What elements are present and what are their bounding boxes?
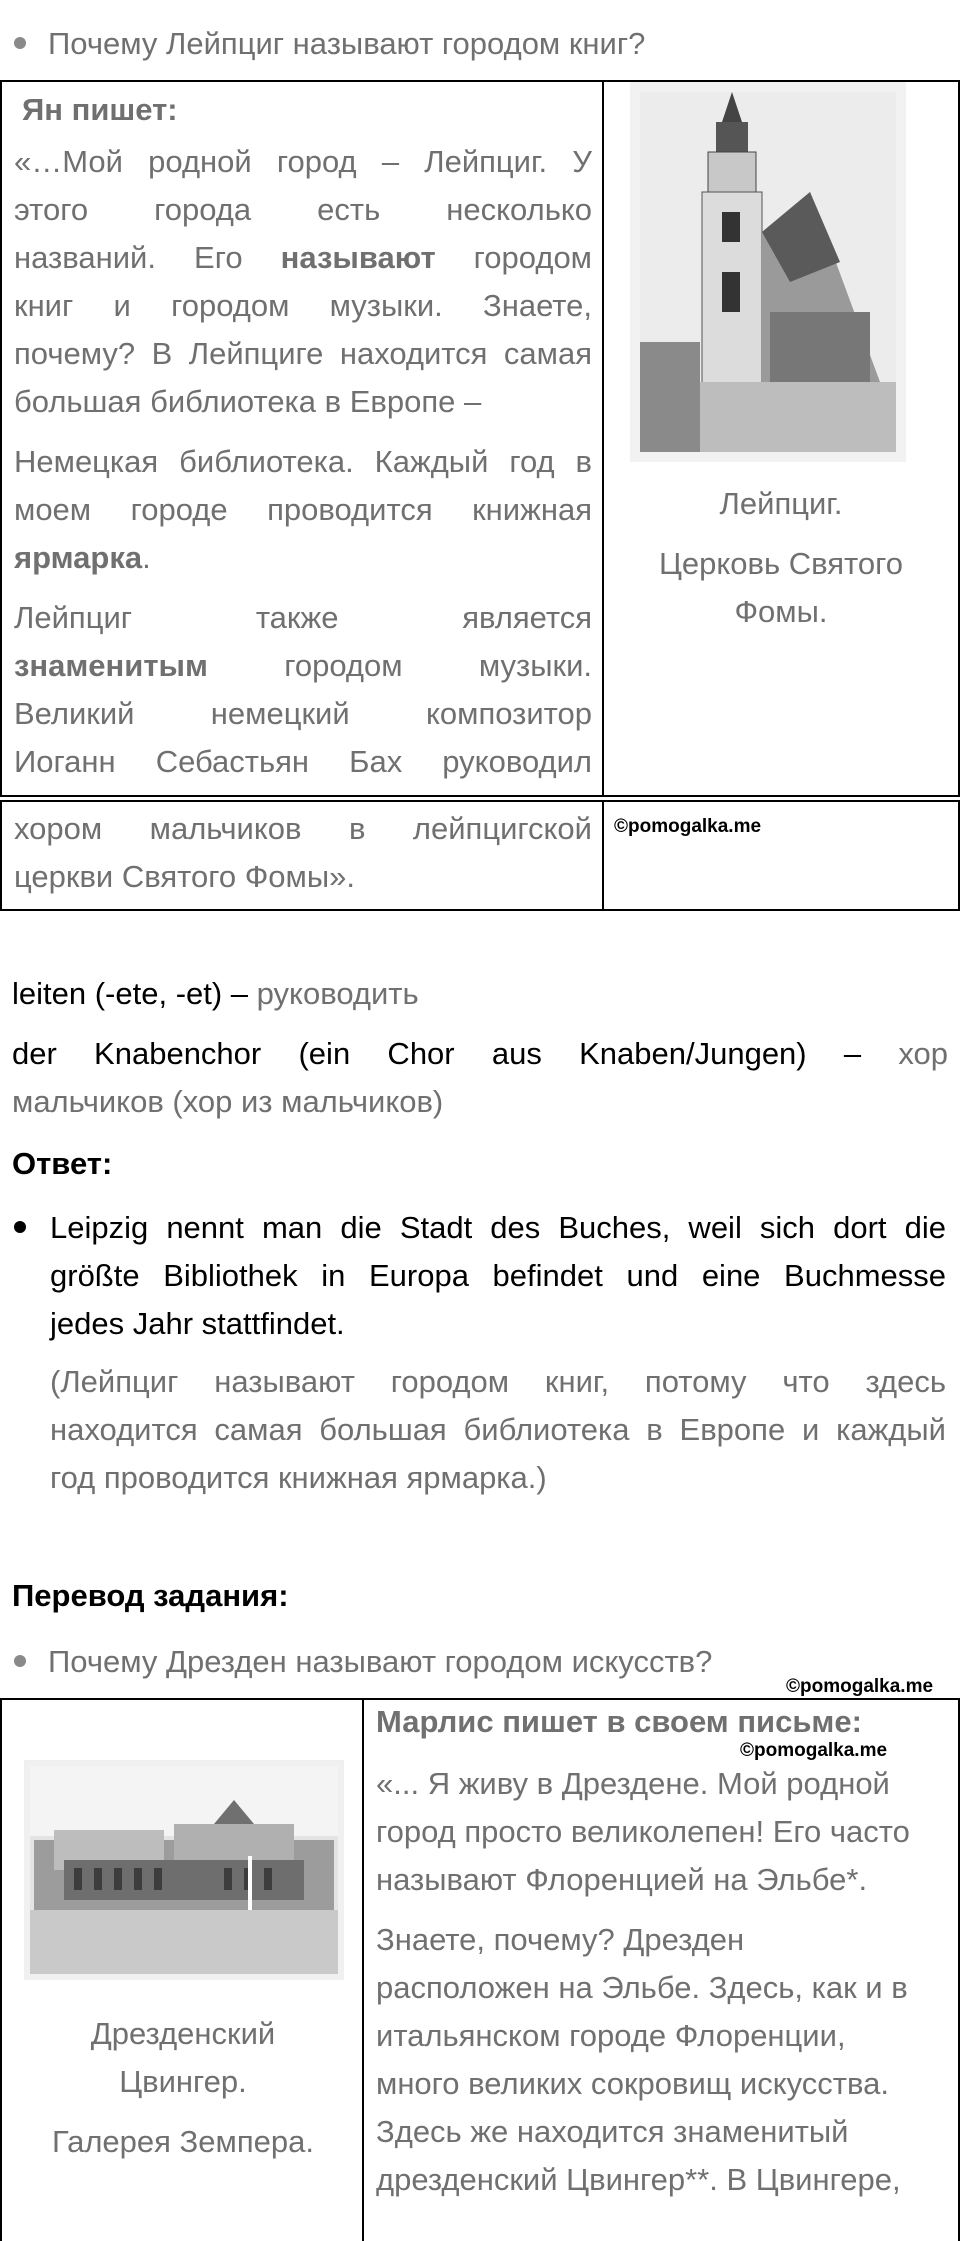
yan-line: названий. Его называют городом [14,240,592,275]
yan-line: книг и городом музыки. Знаете, [14,288,592,323]
marlis-line: Знаете, почему? Дрезден [376,1922,745,1957]
vocab-2: der Knabenchor (ein Chor aus Knaben/Jungen) – хор мальчиков (хор из мальчиков) [12,1036,948,1119]
marlis-line: «... Я живу в Дрездене. Мой родной [376,1766,890,1801]
zwinger-caption-line: Цвингер. [119,2064,247,2099]
yan-table-continuation-right [602,800,960,911]
bullet-icon [14,1655,26,1667]
church-caption-line: Церковь Святого [658,546,904,581]
marlis-table-text-cell [362,1698,960,2241]
yan-table-image-cell [602,80,960,797]
question-2 [0,1638,712,1686]
yan-line: моем городе проводится книжная [14,492,592,527]
church-caption-line: Лейпциг. [719,486,843,521]
zwinger-photo [24,1760,344,1980]
church-caption-line: Фомы. [734,594,828,629]
answer-de-line: Leipzig nennt man die Stadt des Buches, weil sich dort die [50,1210,946,1245]
yan-line: хором мальчиков в лейпцигской [14,811,592,846]
question-1 [0,20,645,68]
yan-line: церкви Святого Фомы». [14,859,355,894]
answer-ru-line: год проводится книжная ярмарка.) [50,1460,547,1495]
yan-line: почему? В Лейпциге находится самая [14,336,592,371]
watermark: ©pomogalka.me [740,1740,888,1761]
marlis-line: Здесь же находится знаменитый [376,2114,849,2149]
yan-line: этого города есть несколько [14,192,592,227]
church-photo [630,82,906,462]
marlis-line: дрезденский Цвингер**. В Цвингере, [376,2162,901,2197]
marlis-heading: Марлис пишет в своем письме: [376,1704,862,1739]
yan-line: большая библиотека в Европе – [14,384,482,419]
yan-heading: Ян пишет: [22,92,178,127]
marlis-table-image-cell [0,1698,364,2241]
translation-heading: Перевод задания: [12,1578,289,1613]
yan-line: знаменитым городом музыки. [14,648,592,683]
watermark: ©pomogalka.me [786,1676,934,1697]
yan-line: ярмарка. [14,540,151,575]
question-1-text: Почему Лейпциг называют городом книг? [48,26,646,61]
zwinger-caption-line: Галерея Земпера. [52,2124,314,2159]
yan-line: Немецкая библиотека. Каждый год в [14,444,592,479]
bullet-icon [14,1221,26,1233]
yan-line: «…Мой родной город – Лейпциг. У [14,144,592,179]
yan-line: Иоганн Себастьян Бах руководил [14,744,592,779]
vocab-1: leiten (-ete, -et) – руководить [12,976,419,1011]
yan-line: Великий немецкий композитор [14,696,592,731]
marlis-line: итальянском городе Флоренции, [376,2018,846,2053]
bullet-icon [14,37,26,49]
yan-line: Лейпциг также является [14,600,592,635]
answer-heading: Ответ: [12,1146,113,1181]
marlis-line: называют Флоренцией на Эльбе*. [376,1862,868,1897]
zwinger-caption-line: Дрезденский [90,2016,276,2051]
marlis-line: много великих сокровищ искусства. [376,2066,889,2101]
marlis-line: расположен на Эльбе. Здесь, как и в [376,1970,908,2005]
answer-ru-line: (Лейпциг называют городом книг, потому что здесь [50,1364,946,1399]
answer-de-line: größte Bibliothek in Europa befindet und eine Buchmesse [50,1258,946,1293]
answer-ru-line: находится самая большая библиотека в Европе и каждый [50,1412,946,1447]
answer-de-line: jedes Jahr stattfindet. [50,1306,345,1341]
yan-table-main [0,80,604,797]
question-2-text: Почему Дрезден называют городом искусств? [48,1644,713,1679]
marlis-line: город просто великолепен! Его часто [376,1814,910,1849]
yan-table-continuation [0,800,604,911]
watermark: ©pomogalka.me [614,816,762,837]
